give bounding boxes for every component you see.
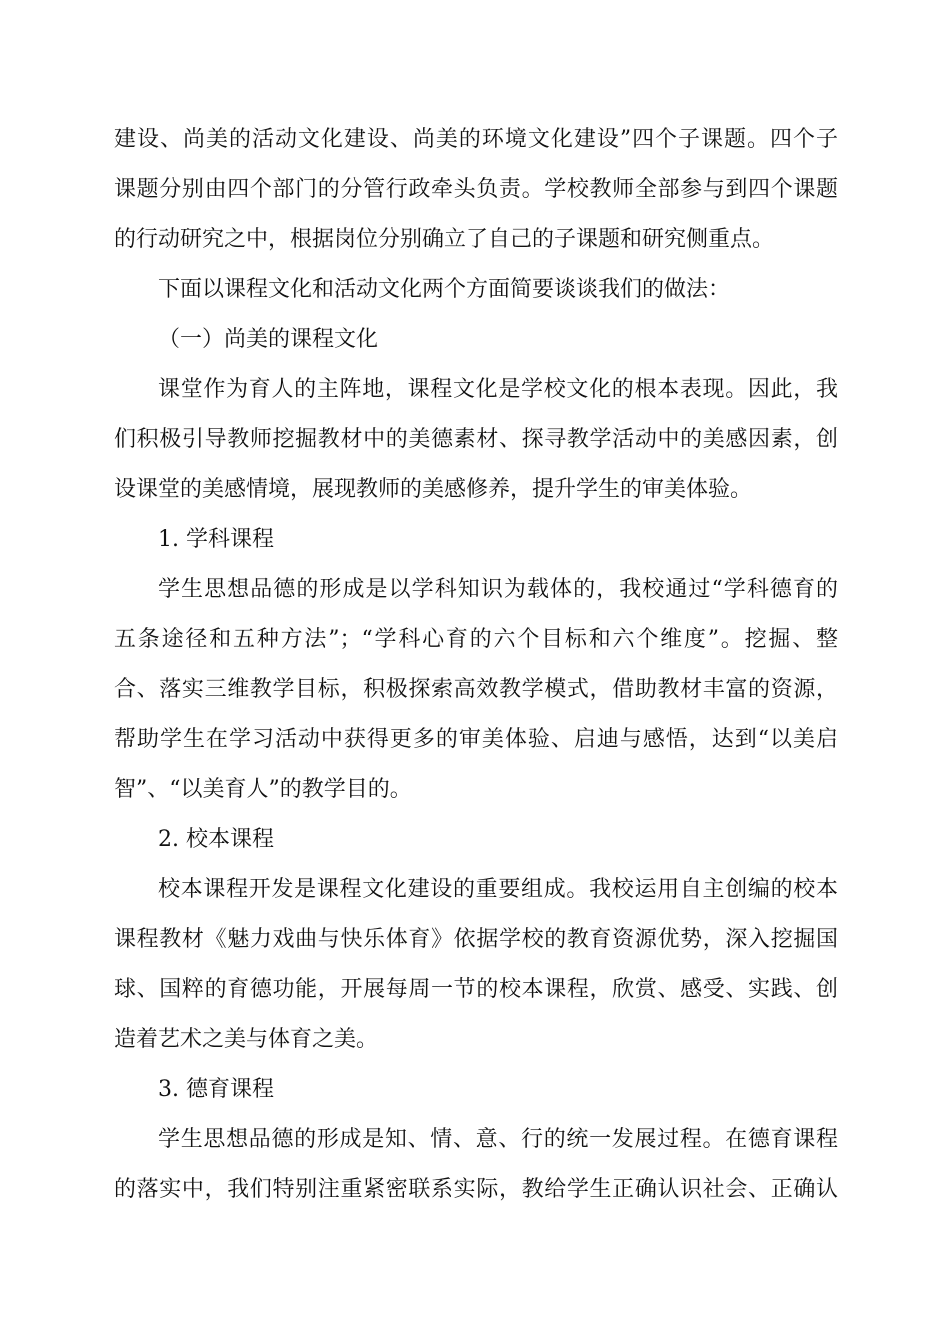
- paragraph-line: 校本课程开发是课程文化建设的重要组成。我校运用自主创编的校本: [158, 877, 838, 902]
- paragraph-line: 学生思想品德的形成是以学科知识为载体的，我校通过“学科德育的: [158, 577, 838, 602]
- paragraph-line: 们积极引导教师挖掘教材中的美德素材、探寻教学活动中的美感因素，创: [114, 427, 838, 452]
- subsection-heading: 1. 学科课程: [158, 527, 274, 552]
- subsection-heading: 2. 校本课程: [158, 827, 274, 852]
- paragraph-line: 合、落实三维教学目标，积极探索高效教学模式，借助教材丰富的资源，: [114, 677, 838, 702]
- subsection-heading: 3. 德育课程: [158, 1077, 274, 1102]
- paragraph-line: 球、国粹的育德功能，开展每周一节的校本课程，欣赏、感受、实践、创: [114, 977, 838, 1002]
- paragraph-line: 造着艺术之美与体育之美。: [114, 1027, 379, 1052]
- paragraph-line: 学生思想品德的形成是知、情、意、行的统一发展过程。在德育课程: [158, 1127, 838, 1152]
- paragraph-line: 的落实中，我们特别注重紧密联系实际，教给学生正确认识社会、正确认: [114, 1177, 838, 1202]
- paragraph-line: 下面以课程文化和活动文化两个方面简要谈谈我们的做法：: [158, 277, 731, 302]
- paragraph-line: 智”、“以美育人”的教学目的。: [114, 777, 412, 802]
- paragraph-line: 五条途径和五种方法”；“学科心育的六个目标和六个维度”。挖掘、整: [114, 627, 838, 652]
- paragraph-line: 的行动研究之中，根据岗位分别确立了自己的子课题和研究侧重点。: [114, 227, 775, 252]
- paragraph-line: 课堂作为育人的主阵地，课程文化是学校文化的根本表现。因此，我: [158, 377, 838, 402]
- paragraph-line: 设课堂的美感情境，展现教师的美感修养，提升学生的审美体验。: [114, 477, 753, 502]
- paragraph-line: 课题分别由四个部门的分管行政牵头负责。学校教师全部参与到四个课题: [114, 177, 838, 202]
- paragraph-line: 课程教材《魅力戏曲与快乐体育》依据学校的教育资源优势，深入挖掘国: [114, 927, 838, 952]
- paragraph-line: 帮助学生在学习活动中获得更多的审美体验、启迪与感悟，达到“以美启: [114, 727, 838, 752]
- paragraph-line: 建设、尚美的活动文化建设、尚美的环境文化建设”四个子课题。四个子: [114, 127, 838, 152]
- section-heading: （一）尚美的课程文化: [158, 327, 379, 352]
